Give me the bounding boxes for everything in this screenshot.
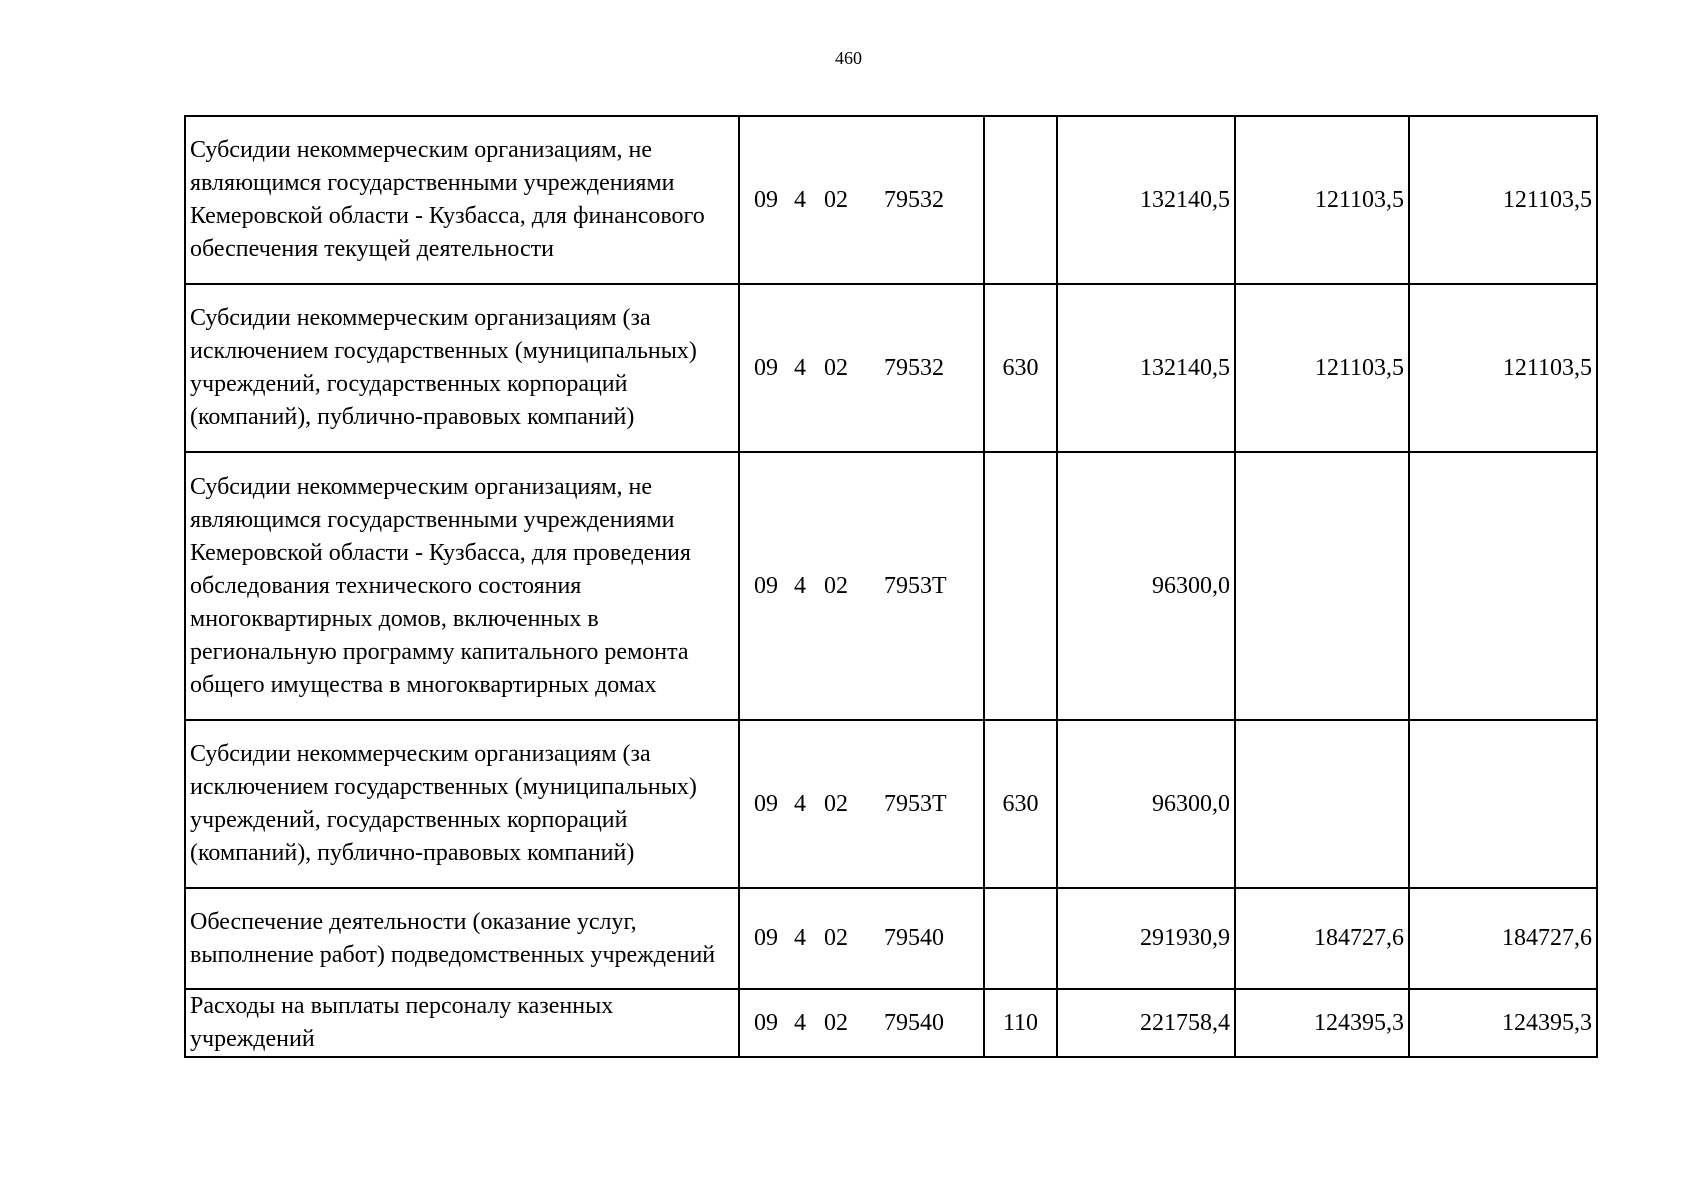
amount-year-3: 121103,5 xyxy=(1409,284,1597,452)
article-code: 79540 xyxy=(884,1009,944,1036)
subprogram-code: 02 xyxy=(824,572,848,599)
section-code: 09 xyxy=(754,1009,778,1036)
page-number: 460 xyxy=(835,48,862,68)
expense-type-code xyxy=(984,888,1057,989)
row-description: Субсидии некоммерческим организациям, не являющимся государственными учреждениями Кемеровской области - Кузбасса, для финансового обеспечения текущей деятельности xyxy=(185,116,739,284)
amount-year-2: 184727,6 xyxy=(1235,888,1409,989)
program-code: 4 xyxy=(794,790,806,817)
amount-year-1: 221758,4 xyxy=(1057,989,1235,1057)
row-description: Обеспечение деятельности (оказание услуг, выполнение работ) подведомственных учреждений xyxy=(185,888,739,989)
expense-type-code: 110 xyxy=(984,989,1057,1057)
program-code: 4 xyxy=(794,186,806,213)
expense-type-code: 630 xyxy=(984,720,1057,888)
amount-year-1: 96300,0 xyxy=(1057,452,1235,720)
amount-year-3: 121103,5 xyxy=(1409,116,1597,284)
amount-year-3 xyxy=(1409,452,1597,720)
subprogram-code: 02 xyxy=(824,790,848,817)
amount-year-2: 121103,5 xyxy=(1235,284,1409,452)
table-body xyxy=(185,116,1597,1057)
section-code: 09 xyxy=(754,925,778,951)
amount-year-3: 124395,3 xyxy=(1409,989,1597,1057)
amount-year-1: 132140,5 xyxy=(1057,116,1235,284)
program-code: 4 xyxy=(794,1009,806,1036)
table-row xyxy=(185,284,1597,452)
classification-codes xyxy=(739,452,984,720)
classification-codes xyxy=(739,284,984,452)
program-code: 4 xyxy=(794,925,806,951)
table-row xyxy=(185,989,1597,1057)
amount-year-2: 124395,3 xyxy=(1235,989,1409,1057)
article-code: 79532 xyxy=(884,186,944,213)
classification-codes xyxy=(739,116,984,284)
table-row xyxy=(185,888,1597,989)
table-row xyxy=(185,116,1597,284)
amount-year-1: 96300,0 xyxy=(1057,720,1235,888)
row-description: Субсидии некоммерческим организациям (за исключением государственных (муниципальных) учреждений, государственных корпораций (компаний), публично-правовых компаний) xyxy=(185,284,739,452)
amount-year-3 xyxy=(1409,720,1597,888)
classification-codes xyxy=(739,989,984,1057)
expense-type-code xyxy=(984,116,1057,284)
program-code: 4 xyxy=(794,572,806,599)
section-code: 09 xyxy=(754,572,778,599)
budget-table xyxy=(184,115,1598,1058)
subprogram-code: 02 xyxy=(824,354,848,381)
expense-type-code: 630 xyxy=(984,284,1057,452)
amount-year-2: 121103,5 xyxy=(1235,116,1409,284)
subprogram-code: 02 xyxy=(824,1009,848,1036)
row-description: Расходы на выплаты персоналу казенных учреждений xyxy=(185,989,739,1057)
article-code: 7953Т xyxy=(884,790,947,817)
amount-year-2 xyxy=(1235,720,1409,888)
row-description: Субсидии некоммерческим организациям (за исключением государственных (муниципальных) учреждений, государственных корпораций (компаний), публично-правовых компаний) xyxy=(185,720,739,888)
subprogram-code: 02 xyxy=(824,186,848,213)
amount-year-1: 132140,5 xyxy=(1057,284,1235,452)
subprogram-code: 02 xyxy=(824,925,848,951)
row-description: Субсидии некоммерческим организациям, не являющимся государственными учреждениями Кемеровской области - Кузбасса, для проведения обследования технического состояния многоквартирных домов, включенных в региональную программу капитального ремонта общего имущества в многоквартирных домах xyxy=(185,452,739,720)
table-row xyxy=(185,452,1597,720)
table-row xyxy=(185,720,1597,888)
article-code: 7953Т xyxy=(884,572,947,599)
section-code: 09 xyxy=(754,790,778,817)
classification-codes xyxy=(739,888,984,989)
section-code: 09 xyxy=(754,354,778,381)
section-code: 09 xyxy=(754,186,778,213)
classification-codes xyxy=(739,720,984,888)
article-code: 79540 xyxy=(884,925,944,951)
amount-year-2 xyxy=(1235,452,1409,720)
expense-type-code xyxy=(984,452,1057,720)
amount-year-1: 291930,9 xyxy=(1057,888,1235,989)
program-code: 4 xyxy=(794,354,806,381)
amount-year-3: 184727,6 xyxy=(1409,888,1597,989)
article-code: 79532 xyxy=(884,354,944,381)
